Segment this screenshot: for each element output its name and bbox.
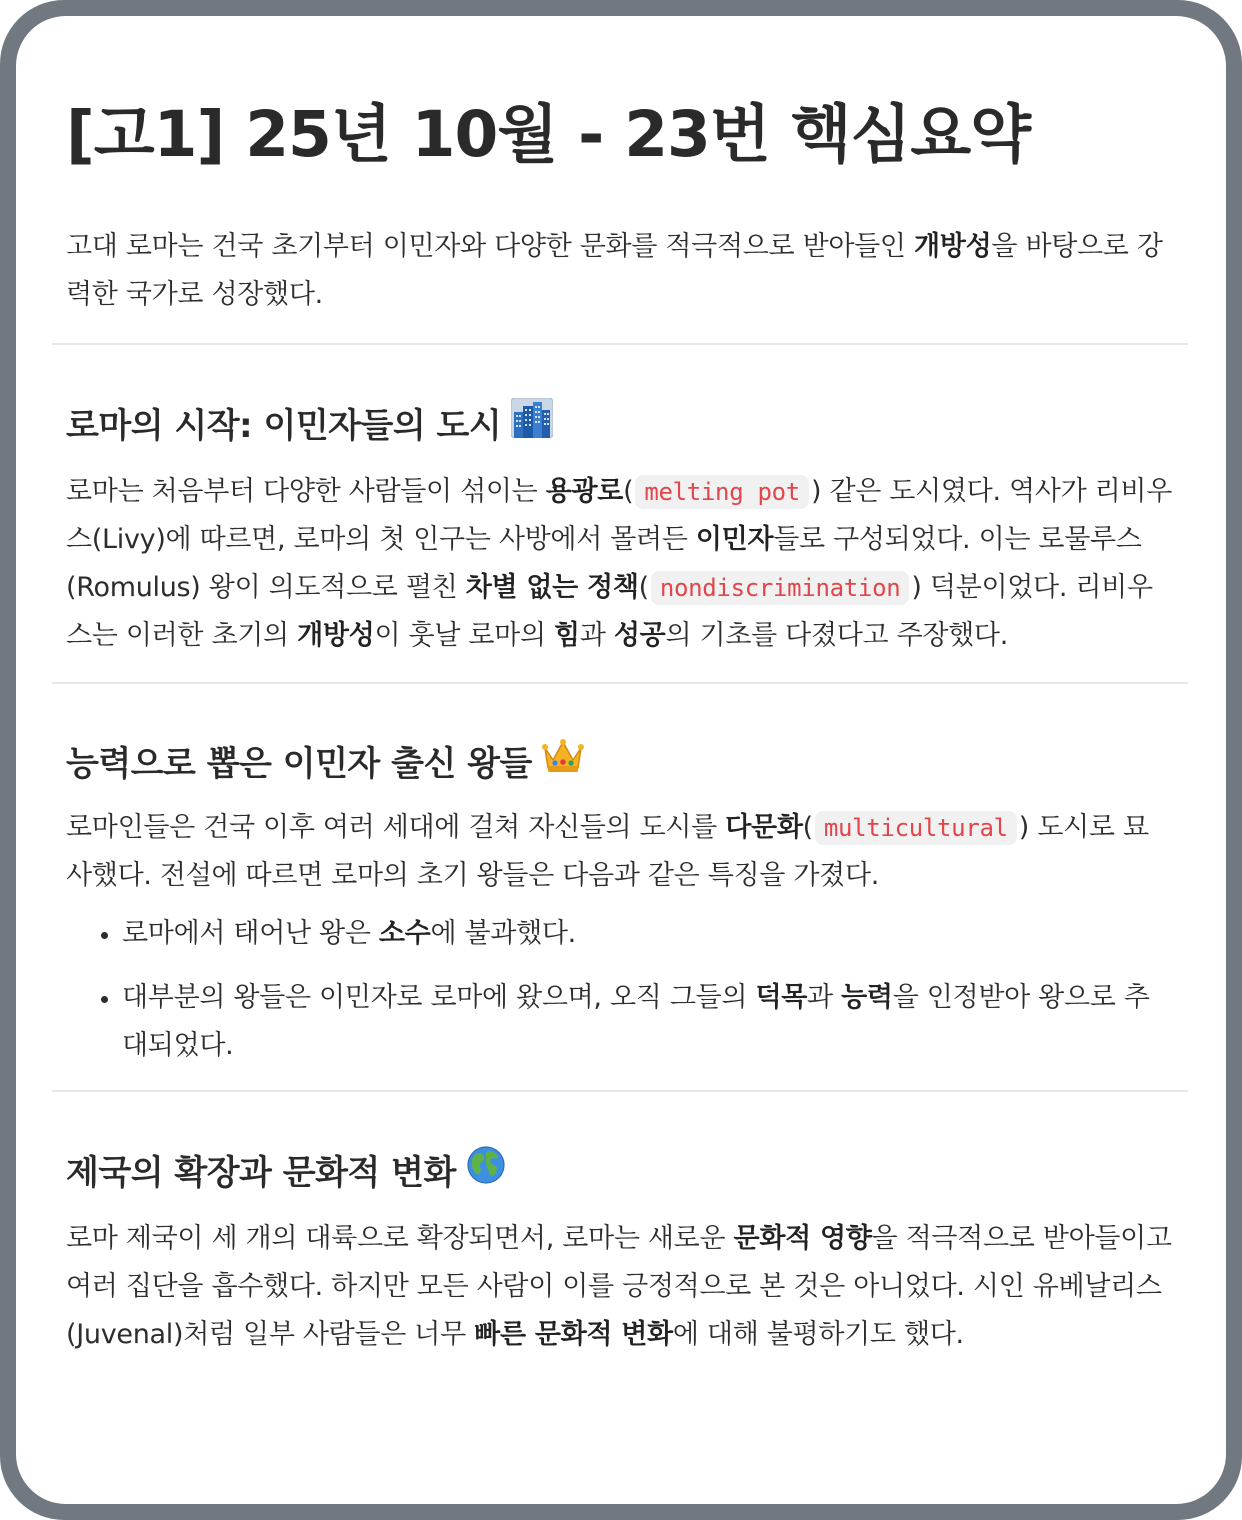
intro-text: 을 바탕으로 강력한 국가로 성장했다. bbox=[66, 231, 1163, 311]
bold-term: 이민자 bbox=[695, 524, 774, 556]
text: ) 같은 도시였다. 역사가 리비우스(Livy)에 따르면, 로마의 첫 인구는 사방에서 몰려든 bbox=[66, 476, 1172, 556]
bold-term: 다문화 bbox=[725, 812, 803, 844]
intro-paragraph bbox=[66, 223, 1174, 319]
divider bbox=[52, 343, 1188, 345]
text: 의 기초를 다졌다고 주장했다. bbox=[665, 620, 1008, 652]
bold-term: 성공 bbox=[613, 620, 666, 652]
section-heading-immigrant-kings bbox=[66, 740, 1174, 790]
intro-text: 고대 로마는 건국 초기부터 이민자와 다양한 문화를 적극적으로 받아들인 bbox=[66, 231, 915, 263]
text: 을 적극적으로 받아들이고 여러 집단을 흡수했다. 하지만 모든 사람이 이를 긍정적으로 본 것은 아니었다. 시인 유베날리스(Juvenal)처럼 일부 사람들은 너무 bbox=[66, 1223, 1172, 1351]
inline-code: multicultural bbox=[815, 811, 1017, 845]
text: ( bbox=[802, 812, 813, 844]
bold-term: 개방성 bbox=[297, 620, 375, 652]
globe-icon bbox=[466, 1145, 506, 1198]
text: 이 훗날 로마의 bbox=[374, 620, 555, 652]
list-item bbox=[122, 974, 1174, 1070]
text: ) 도시로 묘사했다. 전설에 따르면 로마의 초기 왕들은 다음과 같은 특징을 가졌다. bbox=[66, 812, 1149, 892]
bold-term: 용광로 bbox=[545, 476, 624, 508]
text: ( bbox=[623, 476, 634, 508]
divider bbox=[52, 682, 1188, 684]
intro-bold: 개방성 bbox=[914, 231, 992, 263]
bold-term: 소수 bbox=[378, 918, 431, 950]
text: 대부분의 왕들은 이민자로 로마에 왔으며, 오직 그들의 bbox=[122, 982, 756, 1014]
text: 과 bbox=[807, 982, 842, 1014]
text: 로마에서 태어난 왕은 bbox=[122, 918, 379, 950]
text: 과 bbox=[579, 620, 614, 652]
city-icon bbox=[511, 398, 553, 451]
text: 을 인정받아 왕으로 추대되었다. bbox=[122, 982, 1150, 1062]
crown-icon bbox=[542, 738, 584, 787]
bold-term: 덕목 bbox=[755, 982, 808, 1014]
list-item bbox=[122, 910, 1174, 958]
text: 에 대해 불평하기도 했다. bbox=[672, 1319, 964, 1351]
divider bbox=[52, 1090, 1188, 1092]
bold-term: 능력 bbox=[841, 982, 893, 1014]
inline-code: melting pot bbox=[635, 475, 809, 509]
bold-term: 문화적 영향 bbox=[733, 1223, 872, 1255]
section-heading-roma-start bbox=[66, 401, 1174, 454]
bold-term: 빠른 문화적 변화 bbox=[474, 1319, 673, 1351]
section3-paragraph bbox=[66, 1215, 1174, 1359]
text: ) 덕분이었다. 리비우스는 이러한 초기의 bbox=[66, 572, 1153, 652]
kings-list bbox=[66, 910, 1174, 1070]
note-card bbox=[16, 16, 1226, 1504]
bold-term: 차별 없는 정책 bbox=[465, 572, 639, 604]
inline-code: nondiscrimination bbox=[651, 571, 910, 605]
text: 에 불과했다. bbox=[430, 918, 576, 950]
section-heading-text: 로마의 시작: 이민자들의 도시 bbox=[66, 406, 502, 447]
text: 들로 구성되었다. 이는 로물루스(Romulus) 왕이 의도적으로 펼친 bbox=[66, 524, 1142, 604]
section1-paragraph bbox=[66, 468, 1174, 660]
text: 로마 제국이 세 개의 대륙으로 확장되면서, 로마는 새로운 bbox=[66, 1223, 734, 1255]
text: ( bbox=[638, 572, 649, 604]
section-heading-text: 제국의 확장과 문화적 변화 bbox=[66, 1153, 456, 1194]
text: 로마는 처음부터 다양한 사람들이 섞이는 bbox=[66, 476, 546, 508]
section-heading-empire-expansion bbox=[66, 1148, 1174, 1201]
text: 로마인들은 건국 이후 여러 세대에 걸쳐 자신들의 도시를 bbox=[66, 812, 726, 844]
section2-paragraph bbox=[66, 804, 1174, 900]
page-title: [고1] 25년 10월 - 23번 핵심요약 bbox=[66, 98, 1031, 171]
section-heading-text: 능력으로 뽑은 이민자 출신 왕들 bbox=[66, 744, 532, 785]
bold-term: 힘 bbox=[554, 620, 580, 652]
